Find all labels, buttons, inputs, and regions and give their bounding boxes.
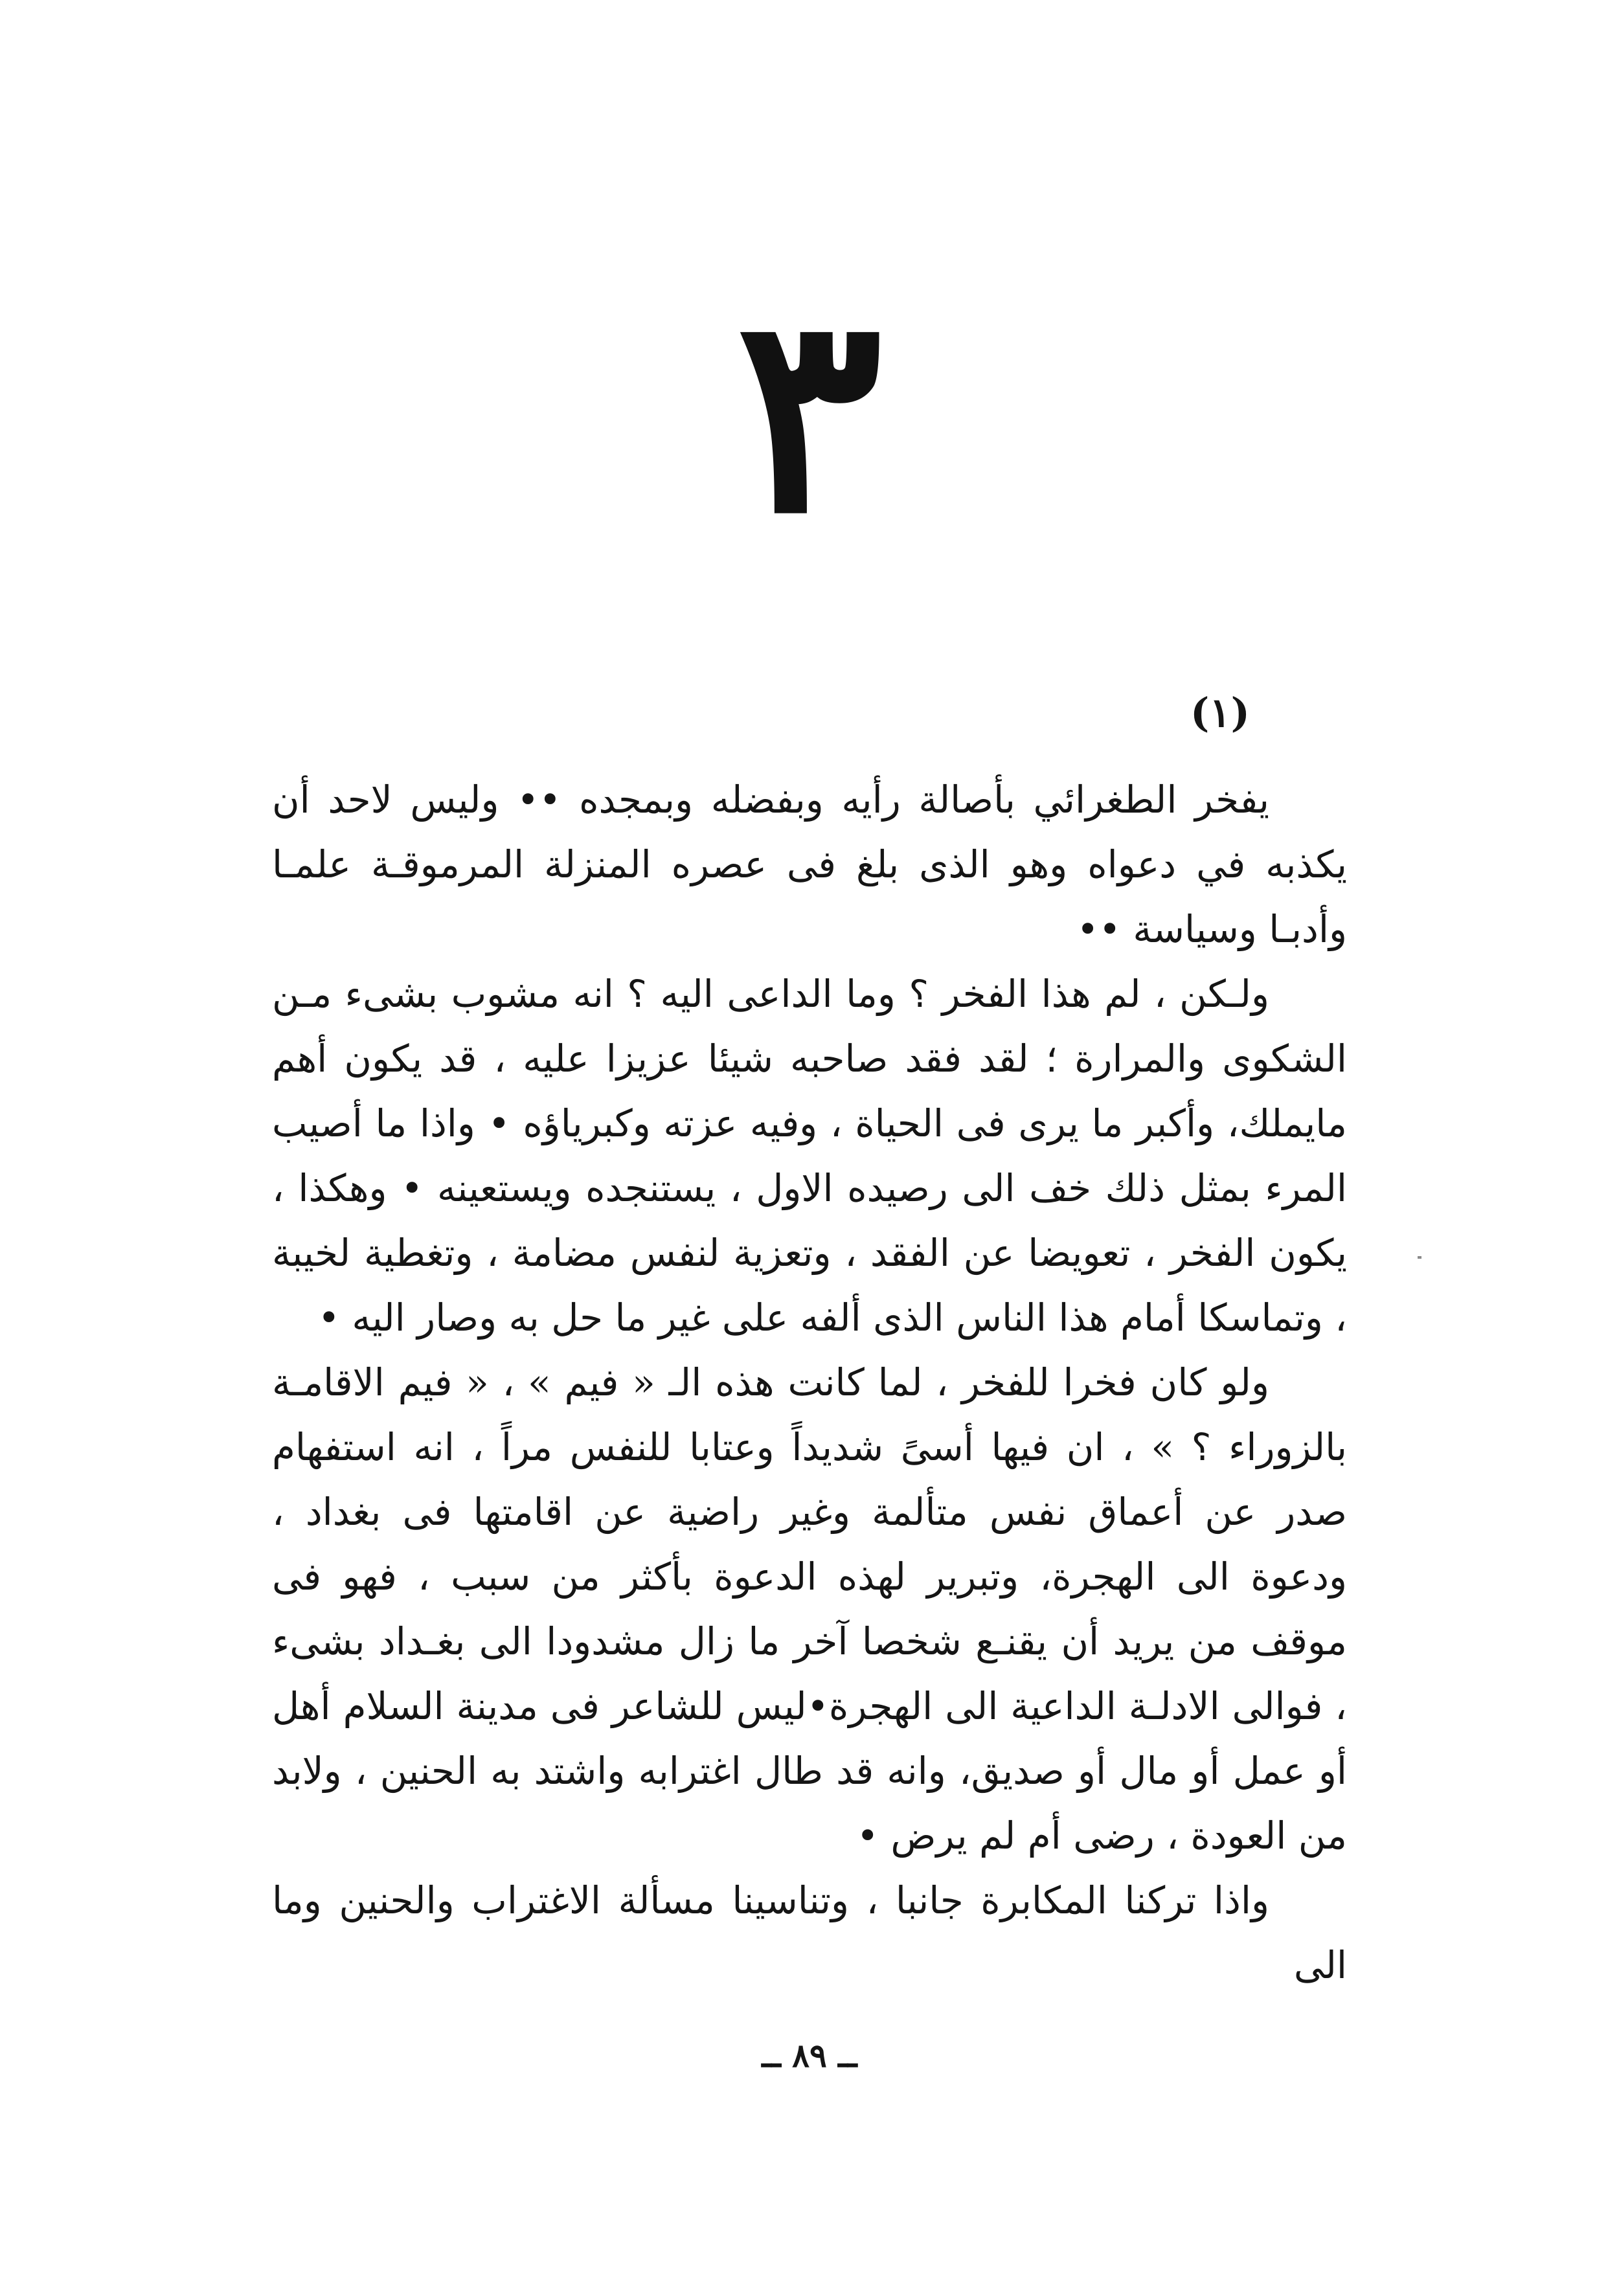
page-number: ــ ٨٩ ــ bbox=[762, 2036, 857, 2075]
chapter-number: ٣ bbox=[736, 254, 883, 574]
section-number: (١) bbox=[1190, 689, 1250, 736]
paragraph-4: واذا تركنا المكابرة جانبا ، وتناسينا مسألة الاغتراب والحنين وما الى bbox=[272, 1878, 1347, 1987]
paragraph-1: يفخر الطغرائي بأصالة رأيه وبفضله وبمجده •• وليس لاحد أن يكذبه في دعواه وهو الذى بلغ فى عصره المنزلة المرموقـة علمـا وأدبـا وسياسة •• bbox=[272, 778, 1347, 951]
paragraph-3: ولو كان فخرا للفخر ، لما كانت هذه الـ « فيم » ، « فيم الاقامـة بالزوراء ؟ » ، ان فيها أسىً شديداً وعتابا للنفس مراً ، انه استفهام صدر عن أعماق نفس متألمة وغير راضية عن اقامتها فى بغداد ، ودعوة الى الهجرة، وتبرير لهذه الدعوة بأكثر من سبب ، فهو فى موقف من يريد أن يقنـع شخصا آخر ما زال مشدودا الى بغـداد بشىء ، فوالى الادلـة الداعية الى الهجرة•ليس للشاعر فى مدينة السلام أهل أو عمل أو مال أو صديق، وانه قد طال اغترابه واشتد به الحنين ، ولابد من العودة ، رضى أم لم يرض • bbox=[272, 1360, 1347, 1858]
body-text bbox=[272, 767, 1347, 1998]
paragraph-2: ولـكن ، لم هذا الفخر ؟ وما الداعى اليه ؟ انه مشوب بشىء مـن الشكوى والمرارة ؛ لقد فقد صاحبه شيئا عزيزا عليه ، قد يكون أهم مايملك، وأكبر ما يرى فى الحياة ، وفيه عزته وكبرياؤه • واذا ما أصيب المرء بمثل ذلك خف الى رصيده الاول ، يستنجده ويستعينه • وهكذا ، يكون الفخر ، تعويضا عن الفقد ، وتعزية لنفس مضامة ، وتغطية لخيبة ، وتماسكا أمام هذا الناس الذى ألفه على غير ما حل به وصار اليه • bbox=[272, 972, 1348, 1340]
margin-mark bbox=[1418, 1256, 1421, 1259]
